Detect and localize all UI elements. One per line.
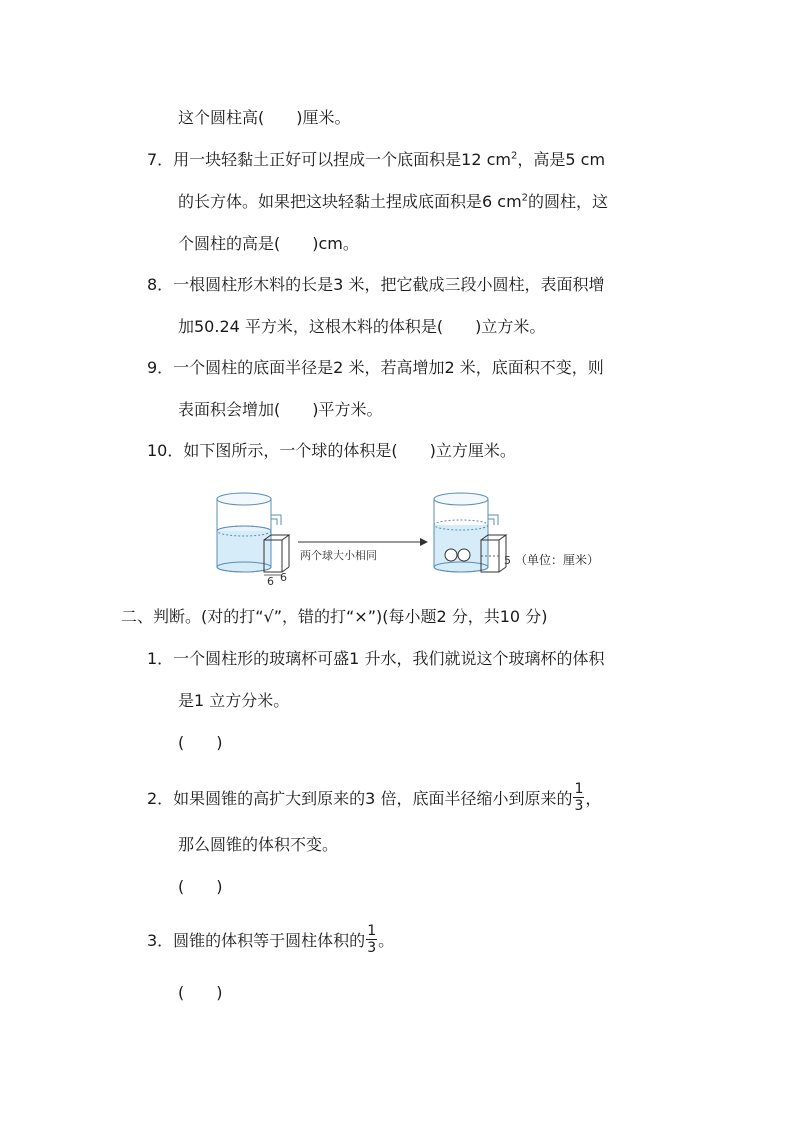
unit-note: （单位：厘米） — [515, 553, 600, 567]
judge-3-fraction — [366, 923, 377, 956]
judge-2-answer-box[interactable]: ( ) — [178, 877, 223, 896]
judge-3-denominator: 3 — [367, 940, 377, 956]
judge-1-line-1: 1．一个圆柱形的玻璃杯可盛1 升水，我们就说这个玻璃杯的体积 — [147, 649, 605, 668]
q7-superscript-1: 2 — [511, 150, 518, 162]
judge-1-line-2: 是1 立方分米。 — [178, 691, 290, 710]
q7-line-2-text: 的长方体。如果把这块轻黏土捏成底面积是6 cm — [178, 192, 522, 211]
judge-3-text: 3．圆锥的体积等于圆柱体积的 — [147, 931, 366, 950]
transition-arrow — [298, 538, 428, 562]
q7-line-1 — [147, 150, 605, 170]
section-2-title: 二、判断。(对的打“√”，错的打“×”)(每小题2 分，共10 分) — [121, 607, 548, 626]
judge-2-numerator: 1 — [574, 781, 584, 797]
judge-2-line-2: 那么圆锥的体积不变。 — [178, 835, 339, 854]
judge-2-denominator: 3 — [574, 798, 584, 814]
left-cylinder-container — [217, 493, 281, 572]
q10-figure — [205, 485, 625, 590]
q9-line-2: 表面积会增加( )平方米。 — [178, 400, 383, 419]
right-cylinder-container — [434, 493, 498, 572]
ball-2 — [458, 549, 470, 561]
judge-3-tail: 。 — [378, 931, 395, 950]
judge-3-line-1 — [147, 925, 394, 958]
q7-line-2 — [178, 192, 608, 212]
ball-1 — [445, 549, 457, 561]
q7-line-3: 个圆柱的高是( )cm。 — [178, 234, 359, 253]
judge-1-answer-box[interactable]: ( ) — [178, 733, 223, 752]
left-cuboid-dim-a: 6 — [267, 575, 274, 588]
q7-line-1-tail: ，高是5 cm — [517, 150, 606, 169]
q7-superscript-2: 2 — [521, 192, 529, 204]
q7-line-1-text: 7．用一块轻黏土正好可以捏成一个底面积是12 cm — [147, 150, 512, 169]
judge-2-text: 2．如果圆锥的高扩大到原来的3 倍，底面半径缩小到原来的 — [147, 789, 573, 808]
judge-2-tail: ， — [585, 789, 602, 808]
judge-3-answer-box[interactable]: ( ) — [178, 983, 223, 1002]
judge-3-numerator: 1 — [367, 923, 377, 939]
q8-line-1: 8．一根圆柱形木料的长是3 米，把它截成三段小圆柱，表面积增 — [147, 275, 605, 294]
left-cuboid-dim-b: 6 — [280, 571, 287, 584]
q6-continuation: 这个圆柱高( )厘米。 — [178, 108, 351, 127]
q9-line-1: 9．一个圆柱的底面半径是2 米，若高增加2 米，底面积不变，则 — [147, 358, 604, 377]
judge-2-line-1 — [147, 783, 601, 816]
judge-2-fraction — [573, 781, 584, 814]
q7-line-2-tail: 的圆柱，这 — [528, 192, 609, 211]
right-cuboid-dim: 5 — [504, 554, 511, 567]
q8-line-2: 加50.24 平方米，这根木料的体积是( )立方米。 — [178, 317, 546, 336]
q10-text: 10．如下图所示，一个球的体积是( )立方厘米。 — [147, 441, 516, 460]
arrow-label: 两个球大小相同 — [300, 549, 377, 562]
